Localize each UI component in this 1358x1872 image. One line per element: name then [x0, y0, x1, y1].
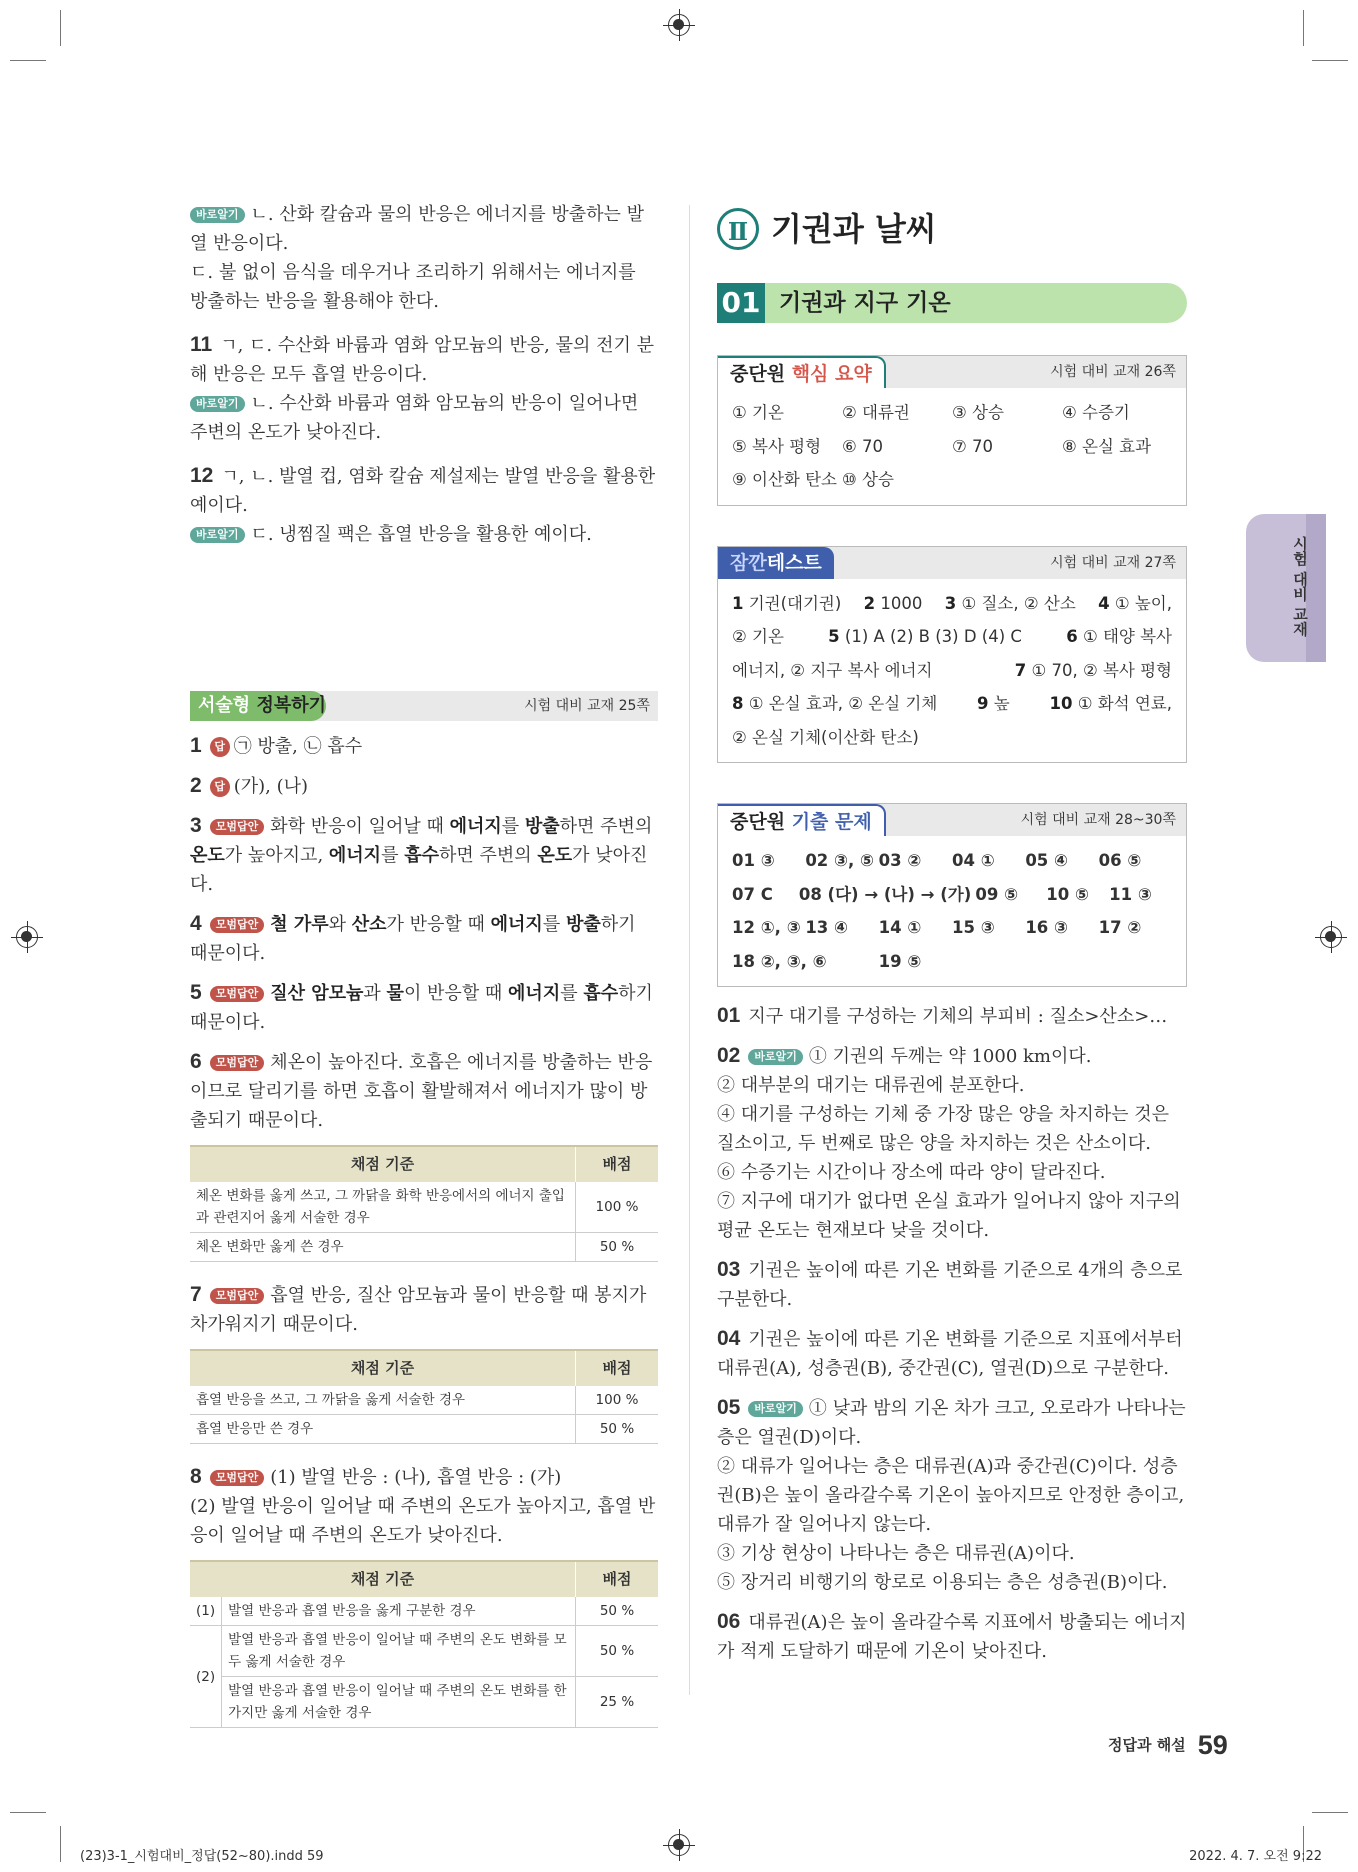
- exam-answer: 09 ⑤: [975, 884, 1019, 904]
- question-6: 6 모범답안 체온이 높아진다. 호흡은 에너지를 방출하는 반응이므로 달리기를 하면 호흡이 활발해져서 에너지가 많이 방출되기 때문이다.: [190, 1050, 653, 1131]
- quick-test-label: 잠깐테스트: [718, 547, 834, 579]
- summary-label: 중단원 핵심 요약: [718, 356, 886, 388]
- print-timestamp: 2022. 4. 7. 오전 9:22: [1189, 1849, 1322, 1864]
- correction-tag: 바로알기: [190, 527, 245, 543]
- scoring-table-8: 채점 기준 배점 (1) 발열 반응과 흡열 반응을 옳게 구분한 경우 50 % (2) 발열 반응과 흡열 반응이 일어날 때 주변의 온도 변화를 모두 옳게 서술한 경우 50 % 발열 반응과 흡열 반응이 일어날 때 주변의 온도 변화를 한 가지만 옳게 서술한 경우 25 %: [190, 1560, 658, 1728]
- explanation-06: 06 대류권(A)은 높이 올라갈수록 지표에서 방출되는 에너지가 적게 도달하기 때문에 기온이 낮아진다.: [717, 1610, 1187, 1662]
- exam-answer: 17 ②: [1098, 918, 1142, 937]
- crop-mark: [1312, 60, 1348, 61]
- question-2: 2 답 (가), (나): [190, 774, 308, 797]
- lesson-number: 01: [717, 283, 765, 323]
- question-4: 4 모범답안 철 가루와 산소가 반응할 때 에너지를 방출하기 때문이다.: [190, 912, 636, 964]
- answer-11: 11 ㄱ, ㄷ. 수산화 바륨과 염화 암모늄의 반응, 물의 전기 분해 반응은 모두 흡열 반응이다. 바로알기 ㄴ. 수산화 바륨과 염화 암모늄의 반응이 일어나면 주변의 온도가 낮아진다.: [190, 333, 655, 443]
- explanation-04: 04 기권은 높이에 따른 기온 변화를 기준으로 지표에서부터 대류권(A), 성층권(B), 중간권(C), 열권(D)으로 구분한다.: [717, 1327, 1183, 1379]
- crop-mark: [10, 1812, 46, 1813]
- summary-item: ⑩ 상승: [842, 470, 894, 489]
- answer-badge: 답: [210, 737, 230, 757]
- summary-item: ⑥ 70: [842, 436, 884, 456]
- summary-item: ⑤ 복사 평형: [732, 436, 822, 456]
- unit-title-text: 기권과 날씨: [771, 209, 937, 248]
- correction-tag: 바로알기: [748, 1049, 803, 1065]
- summary-item: ① 기온: [732, 403, 784, 422]
- exam-answer: 07 C: [732, 884, 773, 904]
- exam-answer: 04 ①: [952, 851, 995, 870]
- exam-answer: 12 ①, ③: [732, 918, 801, 937]
- footer-label: 정답과 해설: [1108, 1736, 1186, 1754]
- correction-tag: 바로알기: [190, 207, 245, 223]
- scoring-table-6: 채점 기준 배점 체온 변화를 옳게 쓰고, 그 까닭을 화학 반응에서의 에너지 출입과 관련지어 옳게 서술한 경우 100 % 체온 변화만 옳게 쓴 경우 50 %: [190, 1145, 658, 1262]
- answer-12: 12 ㄱ, ㄴ. 발열 컵, 염화 칼슘 제설제는 발열 반응을 활용한 예이다. 바로알기 ㄷ. 냉찜질 팩은 흡열 반응을 활용한 예이다.: [190, 464, 656, 545]
- exam-answer: 06 ⑤: [1098, 851, 1142, 870]
- lesson-header: [717, 283, 1187, 323]
- table-row: (2) 발열 반응과 흡열 반응이 일어날 때 주변의 온도 변화를 모두 옳게 서술한 경우 50 %: [190, 1626, 658, 1677]
- exam-answer: 19 ⑤: [878, 951, 922, 971]
- crop-mark: [1303, 10, 1304, 46]
- summary-item: ④ 수증기: [1062, 403, 1130, 422]
- print-slug: (23)3-1_시험대비_정답(52~80).indd 59: [80, 1849, 324, 1864]
- exam-answers-box: [717, 803, 1187, 987]
- reference-page: 시험 대비 교재 26쪽: [1050, 364, 1176, 380]
- table-row: 발열 반응과 흡열 반응이 일어날 때 주변의 온도 변화를 한 가지만 옳게 서술한 경우 25 %: [190, 1677, 658, 1728]
- registration-mark-icon: [668, 1834, 690, 1856]
- crop-mark: [60, 10, 61, 46]
- section-header-descriptive: 서술형 정복하기 시험 대비 교재 25쪽: [190, 691, 658, 721]
- table-row: 체온 변화를 옳게 쓰고, 그 까닭을 화학 반응에서의 에너지 출입과 관련지어 옳게 서술한 경우 100 %: [190, 1182, 658, 1233]
- summary-item: ② 대류권: [842, 403, 910, 422]
- lesson-title: 기권과 지구 기온: [779, 290, 951, 316]
- test-line: ② 온실 기체(이산화 탄소): [732, 727, 919, 747]
- test-line: 1 기권(대기권) 2 1000 3 ① 질소, ② 산소 4 ① 높이,: [732, 593, 1172, 613]
- exam-answer: 03 ②: [878, 851, 922, 870]
- answer-10-explanation: 바로알기 ㄴ. 산화 칼슘과 물의 반응은 에너지를 방출하는 발열 반응이다. ㄷ. 불 없이 음식을 데우거나 조리하기 위해서는 에너지를 방출하는 반응을 활용해야 한다.: [190, 204, 645, 312]
- reference-page: 시험 대비 교재 25쪽: [524, 698, 650, 714]
- exam-answer: 10 ⑤: [1046, 884, 1089, 904]
- exam-answer: 16 ③: [1025, 918, 1069, 937]
- explanation-03: 03 기권은 높이에 따른 기온 변화를 기준으로 4개의 층으로 구분한다.: [717, 1258, 1183, 1310]
- summary-box: [717, 355, 1187, 506]
- question-1: 1 답 ㉠ 방출, ㉡ 흡수: [190, 734, 363, 757]
- explanation-01: 01 지구 대기를 구성하는 기체의 부피비 : 질소>산소>…: [717, 1004, 1168, 1027]
- reference-page: 시험 대비 교재 28~30쪽: [1020, 812, 1176, 828]
- test-line: 8 ① 온실 효과, ② 온실 기체 9 높 10 ① 화석 연료,: [732, 694, 1172, 713]
- unit-title: [717, 205, 1187, 253]
- crop-mark: [60, 1826, 61, 1862]
- exam-answer: 11 ③: [1109, 884, 1152, 904]
- exam-answer: 08 (다) → (나) → (가): [798, 884, 972, 904]
- test-line: ② 기온 5 (1) A (2) B (3) D (4) C 6 ① 태양 복사: [732, 627, 1172, 646]
- scoring-table-7: 채점 기준 배점 흡열 반응을 쓰고, 그 까닭을 옳게 서술한 경우 100 % 흡열 반응만 쓴 경우 50 %: [190, 1349, 658, 1444]
- exam-label: 중단원 기출 문제: [718, 804, 886, 836]
- registration-mark-icon: [668, 14, 690, 36]
- exam-answer: 01 ③: [732, 851, 775, 870]
- question-7: 7 모범답안 흡열 반응, 질산 암모늄과 물이 반응할 때 봉지가 차가워지기 때문이다.: [190, 1283, 647, 1335]
- crop-mark: [1312, 1812, 1348, 1813]
- right-column: [717, 205, 1187, 1676]
- exam-answer: 14 ①: [878, 918, 922, 937]
- explanation-02: 02 바로알기 ① 기권의 두께는 약 1000 km이다. ② 대부분의 대기는 대류권에 분포한다. ④ 대기를 구성하는 기체 중 가장 많은 양을 차지하는 것은 질소이고, 두 번째로 많은 양을 차지하는 것은 산소이다. ⑥ 수증기는 시간이나 장소에 따라 양이 달라진다. ⑦ 지구에 대기가 없다면 온실 효과가 일어나지 않아 지구의 평균 온도는 현재보다 낮을 것이다.: [717, 1044, 1181, 1241]
- page-number: 59: [1197, 1730, 1228, 1760]
- model-answer-tag: 모범답안: [210, 1470, 265, 1486]
- left-column: [190, 200, 658, 1746]
- model-answer-tag: 모범답안: [210, 819, 265, 835]
- summary-item: ③ 상승: [952, 403, 1004, 422]
- exam-answer: 15 ③: [952, 918, 995, 937]
- exam-answer: 02 ③, ⑤: [805, 851, 874, 870]
- registration-mark-icon: [16, 926, 38, 948]
- registration-mark-icon: [1320, 926, 1342, 948]
- table-row: 흡열 반응을 쓰고, 그 까닭을 옳게 서술한 경우 100 %: [190, 1386, 658, 1415]
- question-3: 3 모범답안 화학 반응이 일어날 때 에너지를 방출하면 주변의 온도가 높아지고, 에너지를 흡수하면 주변의 온도가 낮아진다.: [190, 814, 653, 895]
- exam-answer: 05 ④: [1025, 851, 1069, 870]
- model-answer-tag: 모범답안: [210, 1288, 265, 1304]
- answer-badge: 답: [210, 777, 230, 797]
- table-row: (1) 발열 반응과 흡열 반응을 옳게 구분한 경우 50 %: [190, 1597, 658, 1626]
- model-answer-tag: 모범답안: [210, 917, 265, 933]
- test-line: 에너지, ② 지구 복사 에너지 7 ① 70, ② 복사 평형: [732, 660, 1172, 680]
- quick-test-box: [717, 546, 1187, 764]
- crop-mark: [10, 60, 46, 61]
- reference-page: 시험 대비 교재 27쪽: [1050, 554, 1176, 571]
- model-answer-tag: 모범답안: [210, 1055, 265, 1071]
- unit-number-badge: Ⅱ: [717, 208, 759, 250]
- exam-answer: 18 ②, ③, ⑥: [732, 951, 827, 971]
- table-row: 흡열 반응만 쓴 경우 50 %: [190, 1415, 658, 1444]
- question-5: 5 모범답안 질산 암모늄과 물이 반응할 때 에너지를 흡수하기 때문이다.: [190, 981, 653, 1033]
- side-index-tab: 시험 대비 교재: [1246, 514, 1326, 662]
- summary-item: ⑧ 온실 효과: [1062, 436, 1152, 456]
- table-row: 체온 변화만 옳게 쓴 경우 50 %: [190, 1233, 658, 1262]
- model-answer-tag: 모범답안: [210, 986, 265, 1002]
- page-footer: [1108, 1730, 1228, 1761]
- question-8: 8 모범답안 (1) 발열 반응 : (나), 흡열 반응 : (가) (2) 발열 반응이 일어날 때 주변의 온도가 높아지고, 흡열 반응이 일어날 때 주변의 온도가 낮아진다.: [190, 1465, 656, 1546]
- exam-answer: 13 ④: [805, 918, 849, 937]
- correction-tag: 바로알기: [748, 1401, 803, 1417]
- correction-tag: 바로알기: [190, 396, 245, 412]
- explanation-05: 05 바로알기 ① 낮과 밤의 기온 차가 크고, 오로라가 나타나는 층은 열권(D)이다. ② 대류가 일어나는 층은 대류권(A)과 중간권(C)이다. 성층권(B)은 높이 올라갈수록 기온이 높아지므로 안정한 층이고, 대류가 잘 일어나지 않는다. ③ 기상 현상이 나타나는 층은 대류권(A)이다. ⑤ 장거리 비행기의 항로로 이용되는 층은 성층권(B)이다.: [717, 1396, 1186, 1593]
- summary-item: ⑨ 이산화 탄소: [732, 470, 837, 489]
- column-divider: [689, 205, 690, 1695]
- summary-item: ⑦ 70: [952, 436, 994, 456]
